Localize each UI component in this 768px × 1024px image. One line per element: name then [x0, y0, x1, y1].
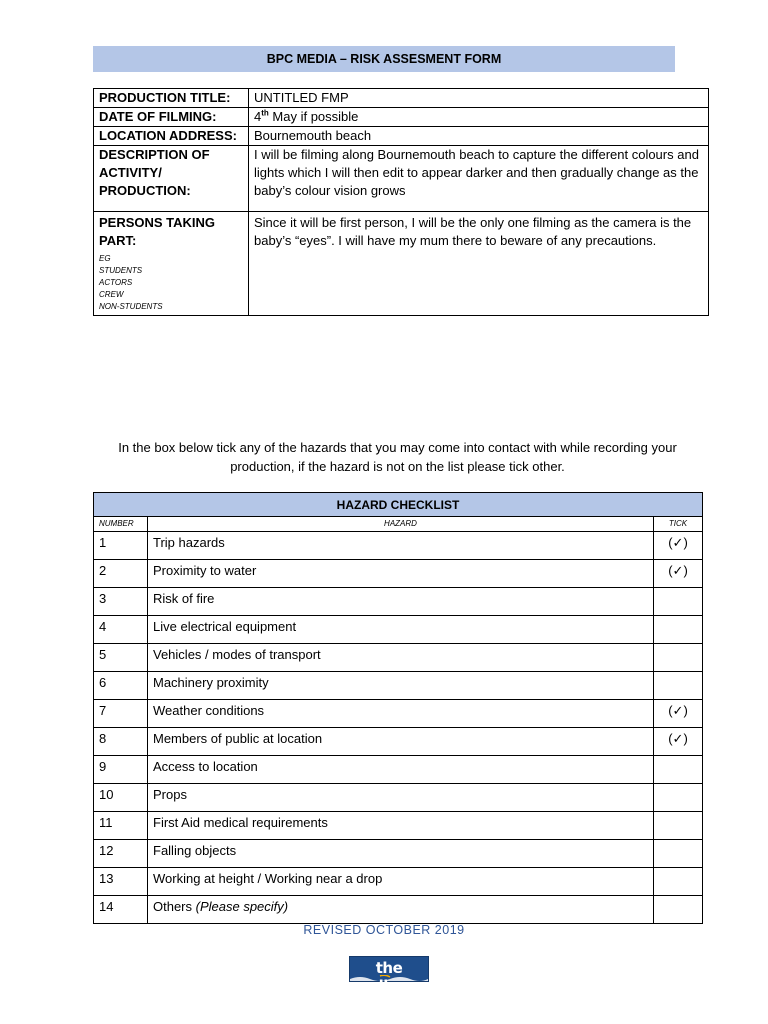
- description-value: I will be filming along Bournemouth beach to capture the different colours and lights which I will then edit to appear darker and then gradually change as the baby’s colour vision grows: [249, 146, 709, 212]
- hazard-tick-cell[interactable]: [654, 588, 703, 616]
- hazard-row: [94, 812, 703, 840]
- hazard-name: Access to location: [148, 756, 654, 784]
- hazard-number: 8: [94, 728, 148, 756]
- col-hazard-header: HAZARD: [148, 517, 654, 532]
- persons-example: NON-STUDENTS: [99, 302, 163, 311]
- hazard-row: [94, 560, 703, 588]
- hazard-tick-cell[interactable]: (✓): [654, 532, 703, 560]
- date-value: [249, 108, 709, 127]
- hazard-row: [94, 700, 703, 728]
- persons-example: CREW: [99, 290, 124, 299]
- date-suffix: th: [261, 108, 269, 118]
- date-day: 4: [254, 109, 262, 124]
- hazard-instructions: In the box below tick any of the hazards that you may come into contact with while recording your production, if the hazard is not on the list please tick other.: [118, 440, 677, 474]
- hazard-tick-cell[interactable]: [654, 644, 703, 672]
- location-value: Bournemouth beach: [249, 127, 709, 146]
- description-label-line: PRODUCTION:: [99, 183, 191, 198]
- hazard-number: 10: [94, 784, 148, 812]
- hazard-name: [148, 896, 654, 924]
- production-info-table: [93, 88, 709, 316]
- hazard-name: Weather conditions: [148, 700, 654, 728]
- hazard-row: [94, 616, 703, 644]
- hazard-row: [94, 644, 703, 672]
- form-title-banner: [93, 46, 675, 72]
- hazard-tick-cell[interactable]: [654, 812, 703, 840]
- hazard-tick-cell[interactable]: [654, 868, 703, 896]
- persons-label: PERSONS TAKING PART:: [99, 215, 216, 248]
- hazard-number: 1: [94, 532, 148, 560]
- college-logo: [349, 956, 429, 995]
- revision-note: REVISED OCTOBER 2019: [303, 923, 465, 937]
- hazard-others-label: Others: [153, 899, 196, 914]
- location-label: LOCATION ADDRESS:: [94, 127, 249, 146]
- hazard-name: Vehicles / modes of transport: [148, 644, 654, 672]
- persons-example: EG: [99, 254, 111, 263]
- production-title-label: PRODUCTION TITLE:: [94, 89, 249, 108]
- hazard-number: 11: [94, 812, 148, 840]
- hazard-tick-cell[interactable]: [654, 616, 703, 644]
- hazard-number: 13: [94, 868, 148, 896]
- hazard-name: First Aid medical requirements: [148, 812, 654, 840]
- hazard-number: 2: [94, 560, 148, 588]
- hazard-name: Props: [148, 784, 654, 812]
- form-title: BPC MEDIA – RISK ASSESMENT FORM: [266, 52, 502, 66]
- hazard-tick-cell[interactable]: [654, 784, 703, 812]
- logo-text: the college: [360, 959, 418, 995]
- hazard-name: Proximity to water: [148, 560, 654, 588]
- hazard-name: Members of public at location: [148, 728, 654, 756]
- hazard-tick-cell[interactable]: (✓): [654, 560, 703, 588]
- hazard-name: Machinery proximity: [148, 672, 654, 700]
- hazard-tick-cell[interactable]: [654, 756, 703, 784]
- hazard-number: 6: [94, 672, 148, 700]
- hazard-name: Working at height / Working near a drop: [148, 868, 654, 896]
- hazard-tick-cell[interactable]: (✓): [654, 700, 703, 728]
- description-label-line: ACTIVITY/: [99, 165, 162, 180]
- hazard-others-hint: (Please specify): [195, 899, 289, 914]
- persons-examples: [99, 253, 243, 313]
- hazard-row: [94, 756, 703, 784]
- hazard-checklist-table: [93, 492, 703, 924]
- description-label: [94, 146, 249, 212]
- hazard-tick-cell[interactable]: [654, 896, 703, 924]
- hazard-row: [94, 588, 703, 616]
- date-rest: May if possible: [268, 109, 359, 124]
- hazard-number: 14: [94, 896, 148, 924]
- hazard-number: 9: [94, 756, 148, 784]
- hazard-number: 7: [94, 700, 148, 728]
- hazard-name: Falling objects: [148, 840, 654, 868]
- hazard-row: [94, 840, 703, 868]
- hazard-number: 3: [94, 588, 148, 616]
- hazard-tick-cell[interactable]: [654, 840, 703, 868]
- persons-example: ACTORS: [99, 278, 133, 287]
- hazard-number: 12: [94, 840, 148, 868]
- persons-example: STUDENTS: [99, 266, 143, 275]
- description-label-line: DESCRIPTION OF: [99, 147, 210, 162]
- hazard-name: Risk of fire: [148, 588, 654, 616]
- persons-label-cell: [94, 212, 249, 316]
- hazard-rows: [94, 532, 703, 896]
- hazard-row: [94, 532, 703, 560]
- hazard-row: [94, 728, 703, 756]
- hazard-number: 5: [94, 644, 148, 672]
- hazard-name: Live electrical equipment: [148, 616, 654, 644]
- hazard-row: [94, 868, 703, 896]
- production-title-value: UNTITLED FMP: [249, 89, 709, 108]
- hazard-checklist-title: HAZARD CHECKLIST: [94, 493, 703, 517]
- date-label: DATE OF FILMING:: [94, 108, 249, 127]
- hazard-number: 4: [94, 616, 148, 644]
- hazard-name: Trip hazards: [148, 532, 654, 560]
- logo-wave-icon: [350, 975, 428, 981]
- col-tick-header: TICK: [654, 517, 703, 532]
- hazard-tick-cell[interactable]: (✓): [654, 728, 703, 756]
- hazard-row: [94, 672, 703, 700]
- persons-value: Since it will be first person, I will be the only one filming as the camera is the baby’s “eyes”. I will have my mum there to beware of any precautions.: [249, 212, 709, 316]
- hazard-row: [94, 784, 703, 812]
- col-number-header: NUMBER: [94, 517, 148, 532]
- hazard-tick-cell[interactable]: [654, 672, 703, 700]
